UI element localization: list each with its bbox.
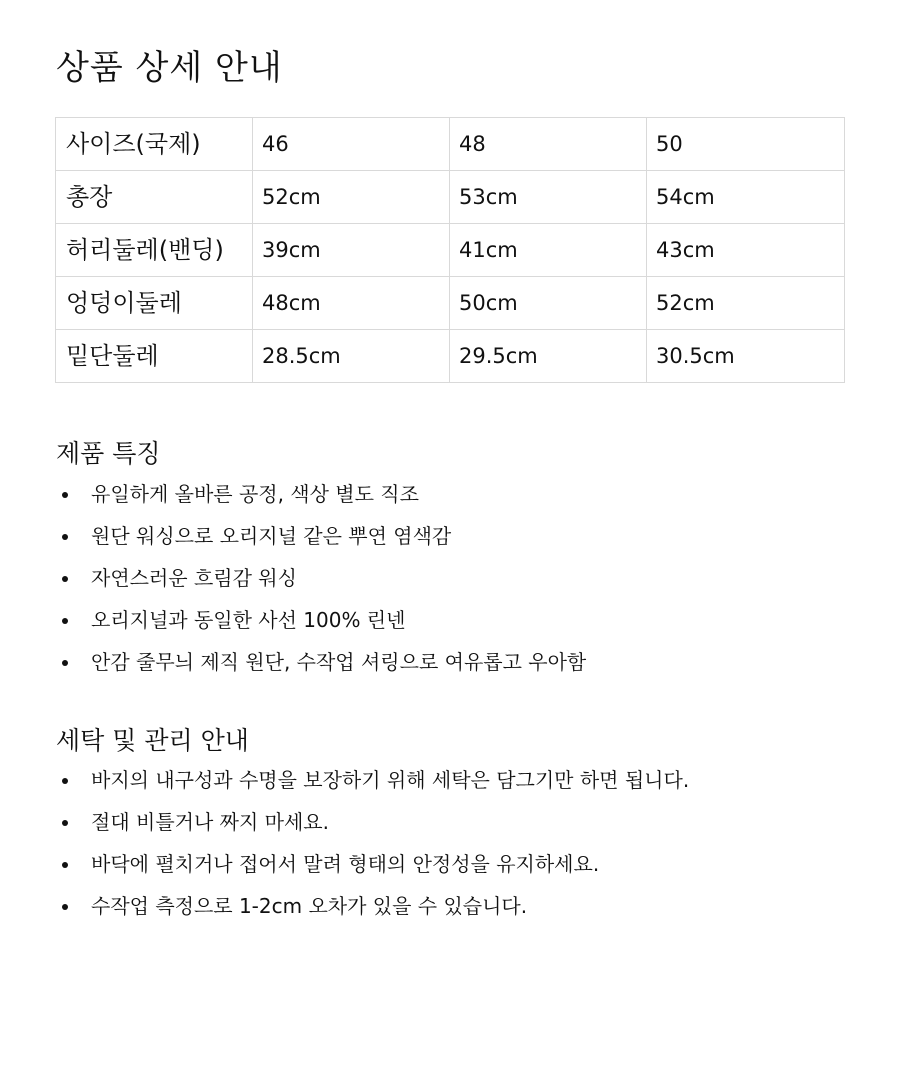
features-title: 제품 특징	[56, 439, 161, 468]
list-item-text: 자연스러운 흐림감 워싱	[91, 566, 297, 590]
bullet-icon	[62, 534, 68, 540]
table-cell: 50cm	[450, 277, 647, 330]
row-label: 총장	[56, 171, 253, 224]
table-cell: 28.5cm	[253, 330, 450, 383]
table-cell: 29.5cm	[450, 330, 647, 383]
table-row	[56, 118, 845, 171]
table-cell: 52cm	[253, 171, 450, 224]
list-item	[56, 843, 856, 885]
row-label: 엉덩이둘레	[56, 277, 253, 330]
list-item-text: 바닥에 펼치거나 접어서 말려 형태의 안정성을 유지하세요.	[91, 852, 600, 876]
list-item-text: 절대 비틀거나 짜지 마세요.	[91, 810, 329, 834]
table-cell: 54cm	[647, 171, 845, 224]
list-item	[56, 641, 856, 683]
table-cell: 53cm	[450, 171, 647, 224]
row-label: 허리둘레(밴딩)	[56, 224, 253, 277]
list-item	[56, 885, 856, 927]
bullet-icon	[62, 820, 68, 826]
table-cell: 43cm	[647, 224, 845, 277]
row-label: 사이즈(국제)	[56, 118, 253, 171]
table-cell: 48cm	[253, 277, 450, 330]
care-list	[56, 759, 856, 927]
table-cell: 30.5cm	[647, 330, 845, 383]
list-item	[56, 801, 856, 843]
size-table	[55, 117, 845, 383]
bullet-icon	[62, 660, 68, 666]
features-list	[56, 473, 856, 683]
care-title: 세탁 및 관리 안내	[56, 726, 249, 755]
list-item-text: 오리지널과 동일한 사선 100% 린넨	[91, 608, 406, 632]
bullet-icon	[62, 862, 68, 868]
list-item	[56, 557, 856, 599]
row-label: 밑단둘레	[56, 330, 253, 383]
list-item-text: 바지의 내구성과 수명을 보장하기 위해 세탁은 담그기만 하면 됩니다.	[91, 768, 690, 792]
bullet-icon	[62, 492, 68, 498]
list-item	[56, 759, 856, 801]
bullet-icon	[62, 778, 68, 784]
table-row	[56, 277, 845, 330]
list-item-text: 수작업 측정으로 1-2cm 오차가 있을 수 있습니다.	[91, 894, 528, 918]
list-item	[56, 473, 856, 515]
list-item-text: 안감 줄무늬 제직 원단, 수작업 셔링으로 여유롭고 우아함	[91, 650, 587, 674]
page-title: 상품 상세 안내	[56, 48, 283, 88]
bullet-icon	[62, 904, 68, 910]
bullet-icon	[62, 576, 68, 582]
table-cell: 52cm	[647, 277, 845, 330]
list-item	[56, 515, 856, 557]
table-cell: 39cm	[253, 224, 450, 277]
table-row	[56, 224, 845, 277]
table-cell: 48	[450, 118, 647, 171]
list-item-text: 유일하게 올바른 공정, 색상 별도 직조	[91, 482, 419, 506]
bullet-icon	[62, 618, 68, 624]
table-cell: 41cm	[450, 224, 647, 277]
table-row	[56, 171, 845, 224]
table-row	[56, 330, 845, 383]
table-cell: 50	[647, 118, 845, 171]
table-cell: 46	[253, 118, 450, 171]
list-item	[56, 599, 856, 641]
list-item-text: 원단 워싱으로 오리지널 같은 뿌연 염색감	[91, 524, 452, 548]
